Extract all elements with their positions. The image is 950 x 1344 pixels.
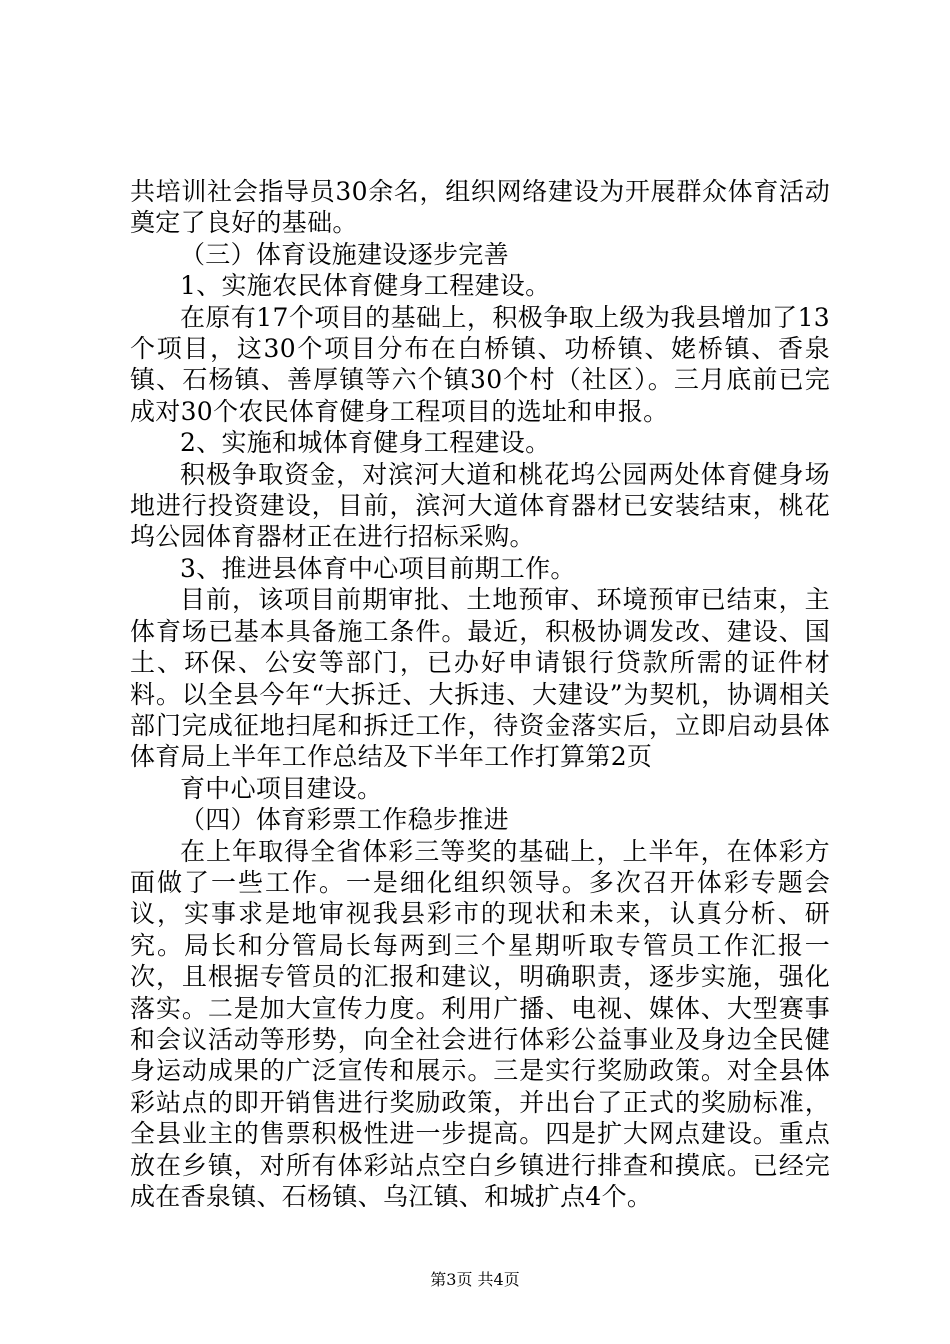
paragraph-continuation: 共培训社会指导员30余名，组织网络建设为开展群众体育活动奠定了良好的基础。 xyxy=(130,177,830,238)
subheading-city-fitness: 2、实施和城体育健身工程建设。 xyxy=(180,428,551,458)
paragraph-city-fitness: 积极争取资金，对滨河大道和桃花坞公园两处体育健身场地进行投资建设，目前，滨河大道体育器材已安装结束，桃花坞公园体育器材正在进行招标采购。 xyxy=(130,459,830,552)
subheading-farmer-fitness: 1、实施农民体育健身工程建设。 xyxy=(180,271,551,301)
document-body xyxy=(130,176,830,1212)
page-footer: 第3页 共4页 xyxy=(430,1270,520,1289)
section-heading-lottery: （四）体育彩票工作稳步推进 xyxy=(180,805,509,835)
paragraph-farmer-fitness: 在原有17个项目的基础上，积极争取上级为我县增加了13个项目，这30个项目分布在白桥镇、功桥镇、姥桥镇、香泉镇、石杨镇、善厚镇等六个镇30个村（社区）。三月底前已完成对30个农民体育健身工程项目的选址和申报。 xyxy=(130,302,830,426)
section-heading-facilities: （三）体育设施建设逐步完善 xyxy=(180,239,509,269)
subheading-sports-center: 3、推进县体育中心项目前期工作。 xyxy=(180,553,576,583)
paragraph-sports-center-end: 育中心项目建设。 xyxy=(180,773,383,803)
paragraph-sports-center: 目前，该项目前期审批、土地预审、环境预审已结束，主体育场已基本具备施工条件。最近，积极协调发改、建设、国土、环保、公安等部门，已办好申请银行贷款所需的证件材料。以全县今年“大拆迁、大拆违、大建设”为契机，协调相关部门完成征地扫尾和拆迁工作，待资金落实后，立即启动县体体育局上半年工作总结及下半年工作打算第2页 xyxy=(130,585,830,772)
paragraph-lottery: 在上年取得全省体彩三等奖的基础上，上半年，在体彩方面做了一些工作。一是细化组织领导。多次召开体彩专题会议，实事求是地审视我县彩市的现状和未来，认真分析、研究。局长和分管局长每两到三个星期听取专管员工作汇报一次，且根据专管员的汇报和建议，明确职责，逐步实施，强化落实。二是加大宣传力度。利用广播、电视、媒体、大型赛事和会议活动等形势，向全社会进行体彩公益事业及身边全民健身运动成果的广泛宣传和展示。三是实行奖励政策。对全县体彩站点的即开销售进行奖励政策，并出台了正式的奖励标准，全县业主的售票积极性进一步提高。四是扩大网点建设。重点放在乡镇，对所有体彩站点空白乡镇进行排查和摸底。已经完成在香泉镇、石杨镇、乌江镇、和城扩点4个。 xyxy=(130,836,830,1211)
